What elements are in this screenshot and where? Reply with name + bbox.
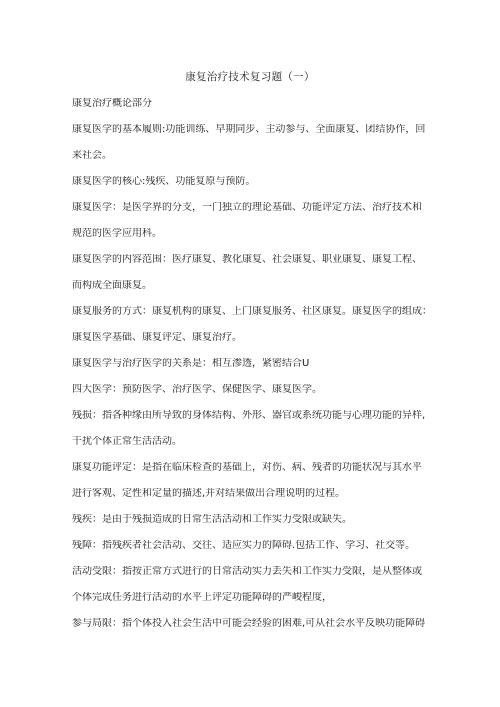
paragraph-line: 康复服务的方式：康复机构的康复、上门康复服务、社区康复。康复医学的组成： (72, 306, 432, 317)
paragraph-line: 来社会。 (72, 150, 112, 161)
paragraph-line: 四大医学：预防医学、治疗医学、保健医学、康复医学。 (72, 384, 322, 395)
paragraph (72, 124, 434, 162)
paragraph (72, 410, 434, 448)
paragraph-line: 康复功能评定：是指在临床检查的基础上，对伤、病、残者的功能状况与其水平 (72, 462, 422, 473)
paragraph-line: 康复治疗概论部分 (72, 98, 152, 109)
paragraph-line: 进行客观、定性和定量的描述,并对结果做出合理说明的过程。 (72, 488, 346, 499)
paragraph (72, 618, 434, 630)
paragraph-line: 康复医学与治疗医学的关系是：相互渗透，紧密结合U (72, 358, 310, 369)
paragraph-line: 残损：指各种缘由所导致的身体结构、外形、器官或系统功能与心理功能的异样, (72, 410, 426, 421)
paragraph-line: 而构成全面康复。 (72, 280, 152, 291)
paragraph (72, 306, 434, 344)
document-body (72, 98, 434, 644)
paragraph-line: 康复医学的基本履则:功能训练、早期同步、主动参与、全面康复、团结协作，回 (72, 124, 426, 135)
document-title: 康复治疗技术复习题（一） (185, 71, 315, 83)
paragraph-line: 干扰个体正常生活活动。 (72, 436, 182, 447)
paragraph-line: 参与局限：指个体投入社会生活中可能会经验的困难,可从社会水平反映功能障碍 (72, 618, 426, 629)
paragraph-line: 活动受限：指按正常方式进行的日常活动实力丢失和工作实力受限，是从整体或 (72, 566, 422, 577)
paragraph-line: 个体完成任务进行活动的水平上评定功能障碍的严峻程度， (72, 592, 332, 603)
paragraph-line: 残障：指残疾者社会活动、交往、适应实力的障碍.包括工作、学习、社交等。 (72, 540, 416, 551)
paragraph (72, 358, 434, 370)
paragraph (72, 202, 434, 240)
paragraph (72, 462, 434, 500)
paragraph (72, 176, 434, 188)
paragraph (72, 540, 434, 552)
paragraph (72, 254, 434, 292)
paragraph (72, 98, 434, 110)
paragraph-line: 残疾：是由于残损造成的日常生活活动和工作实力受限或缺失。 (72, 514, 352, 525)
paragraph (72, 514, 434, 526)
paragraph (72, 566, 434, 604)
paragraph (72, 384, 434, 396)
paragraph-line: 康复医学：是医学界的分支，一门独立的理论基础、功能评定方法、治疗技术和 (72, 202, 422, 213)
paragraph-line: 康复医学的核心:残疾、功能复原与预防。 (72, 176, 256, 187)
paragraph-line: 规范的医学应用科。 (72, 228, 162, 239)
paragraph-line: 康复医学的内容范围：医疗康复、教化康复、社会康复、职业康复、康复工程、 (72, 254, 422, 265)
paragraph-line: 康复医学基础、康复评定、康复治疗。 (72, 332, 242, 343)
